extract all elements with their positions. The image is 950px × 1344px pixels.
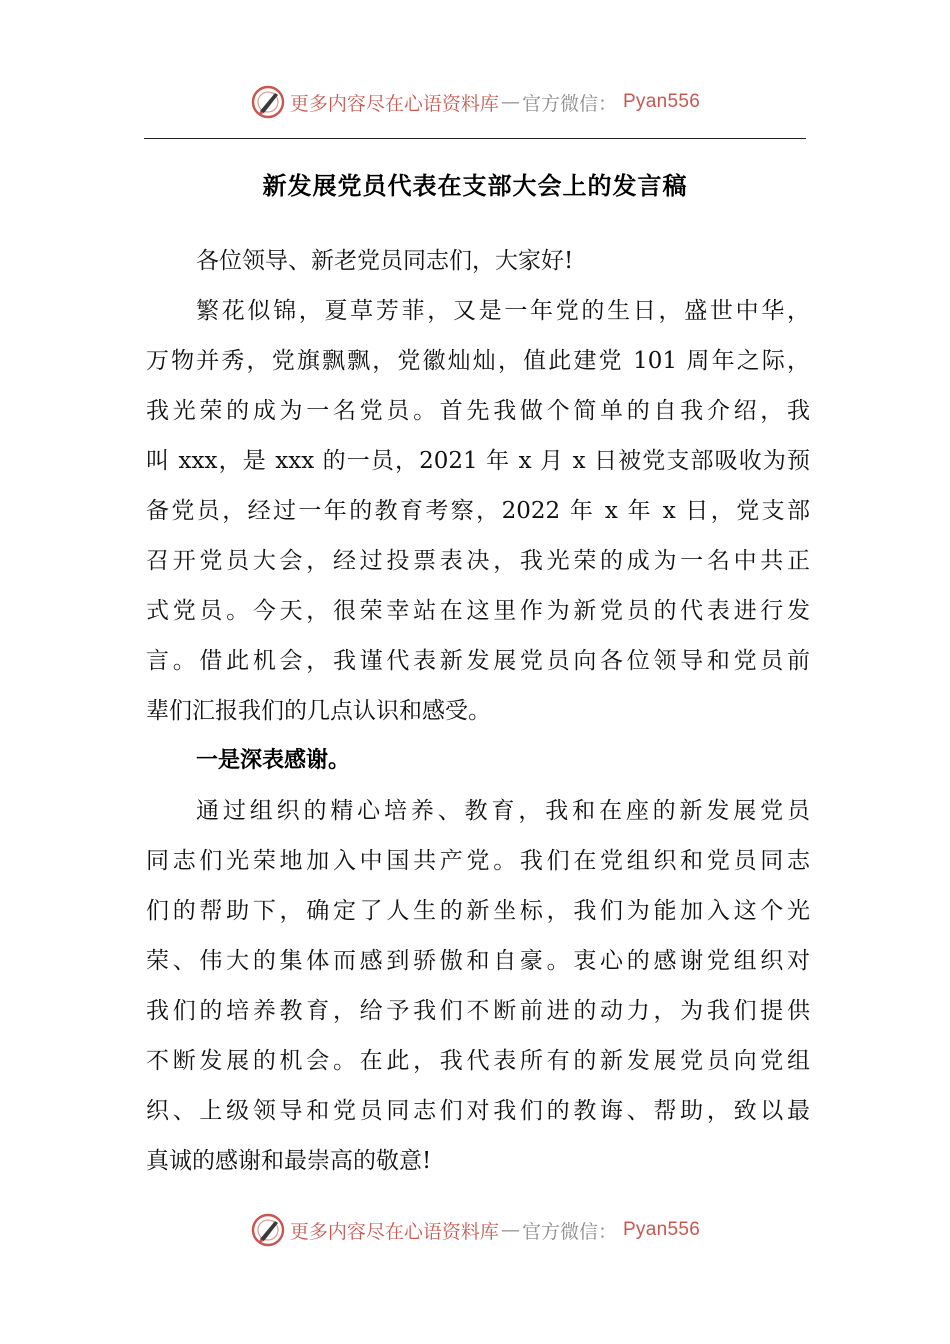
header-banner-text bbox=[290, 89, 700, 116]
body-line: 叫 xxx，是 xxx 的一员，2021 年 x 月 x 日被党支部吸收为预 bbox=[146, 448, 810, 474]
body-line: 召开党员大会，经过投票表决，我光荣的成为一名中共正 bbox=[146, 548, 810, 574]
body-line: 备党员，经过一年的教育考察，2022 年 x 年 x 日，党支部 bbox=[146, 498, 810, 524]
header-dash: — bbox=[500, 91, 520, 113]
footer-banner-text bbox=[290, 1217, 700, 1244]
footer-wechat-label: 官方微信： bbox=[521, 1220, 617, 1243]
pen-logo-icon bbox=[250, 84, 286, 120]
header-wechat-label: 官方微信： bbox=[521, 92, 617, 115]
header-wechat-handle: Pyan556 bbox=[622, 91, 701, 112]
body-line: 言。借此机会，我谨代表新发展党员向各位领导和党员前 bbox=[146, 648, 810, 674]
document-body bbox=[146, 236, 810, 1186]
body-line: 式党员。今天，很荣幸站在这里作为新党员的代表进行发 bbox=[146, 598, 810, 624]
body-line: 繁花似锦，夏草芳菲，又是一年党的生日，盛世中华， bbox=[196, 298, 810, 324]
body-line: 我们的培养教育，给予我们不断前进的动力，为我们提供 bbox=[146, 998, 810, 1024]
body-line: 同志们光荣地加入中国共产党。我们在党组织和党员同志 bbox=[146, 848, 810, 874]
body-line: 荣、伟大的集体而感到骄傲和自豪。衷心的感谢党组织对 bbox=[146, 948, 810, 974]
body-line: 通过组织的精心培养、教育，我和在座的新发展党员 bbox=[196, 798, 810, 824]
body-line: 万物并秀，党旗飘飘，党徽灿灿，值此建党 101 周年之际， bbox=[146, 348, 810, 374]
body-line: 们的帮助下，确定了人生的新坐标，我们为能加入这个光 bbox=[146, 898, 810, 924]
section-heading: 一是深表感谢。 bbox=[196, 748, 351, 773]
header-banner bbox=[0, 82, 950, 122]
footer-site-text: 更多内容尽在心语资料库 bbox=[289, 1220, 499, 1243]
document-title: 新发展党员代表在支部大会上的发言稿 bbox=[262, 171, 688, 200]
footer-dash: — bbox=[500, 1219, 520, 1241]
body-line: 我光荣的成为一名党员。首先我做个简单的自我介绍，我 bbox=[146, 398, 810, 424]
body-line: 各位领导、新老党员同志们，大家好! bbox=[196, 248, 574, 274]
body-line: 真诚的感谢和最崇高的敬意! bbox=[146, 1148, 432, 1174]
footer-banner bbox=[0, 1210, 950, 1250]
header-divider bbox=[144, 138, 806, 139]
pen-logo-icon bbox=[250, 1212, 286, 1248]
body-line: 辈们汇报我们的几点认识和感受。 bbox=[146, 698, 491, 724]
body-line: 织、上级领导和党员同志们对我们的教诲、帮助，致以最 bbox=[146, 1098, 810, 1124]
header-site-text: 更多内容尽在心语资料库 bbox=[289, 92, 499, 115]
body-line: 不断发展的机会。在此，我代表所有的新发展党员向党组 bbox=[146, 1048, 810, 1074]
footer-wechat-handle: Pyan556 bbox=[622, 1219, 701, 1240]
